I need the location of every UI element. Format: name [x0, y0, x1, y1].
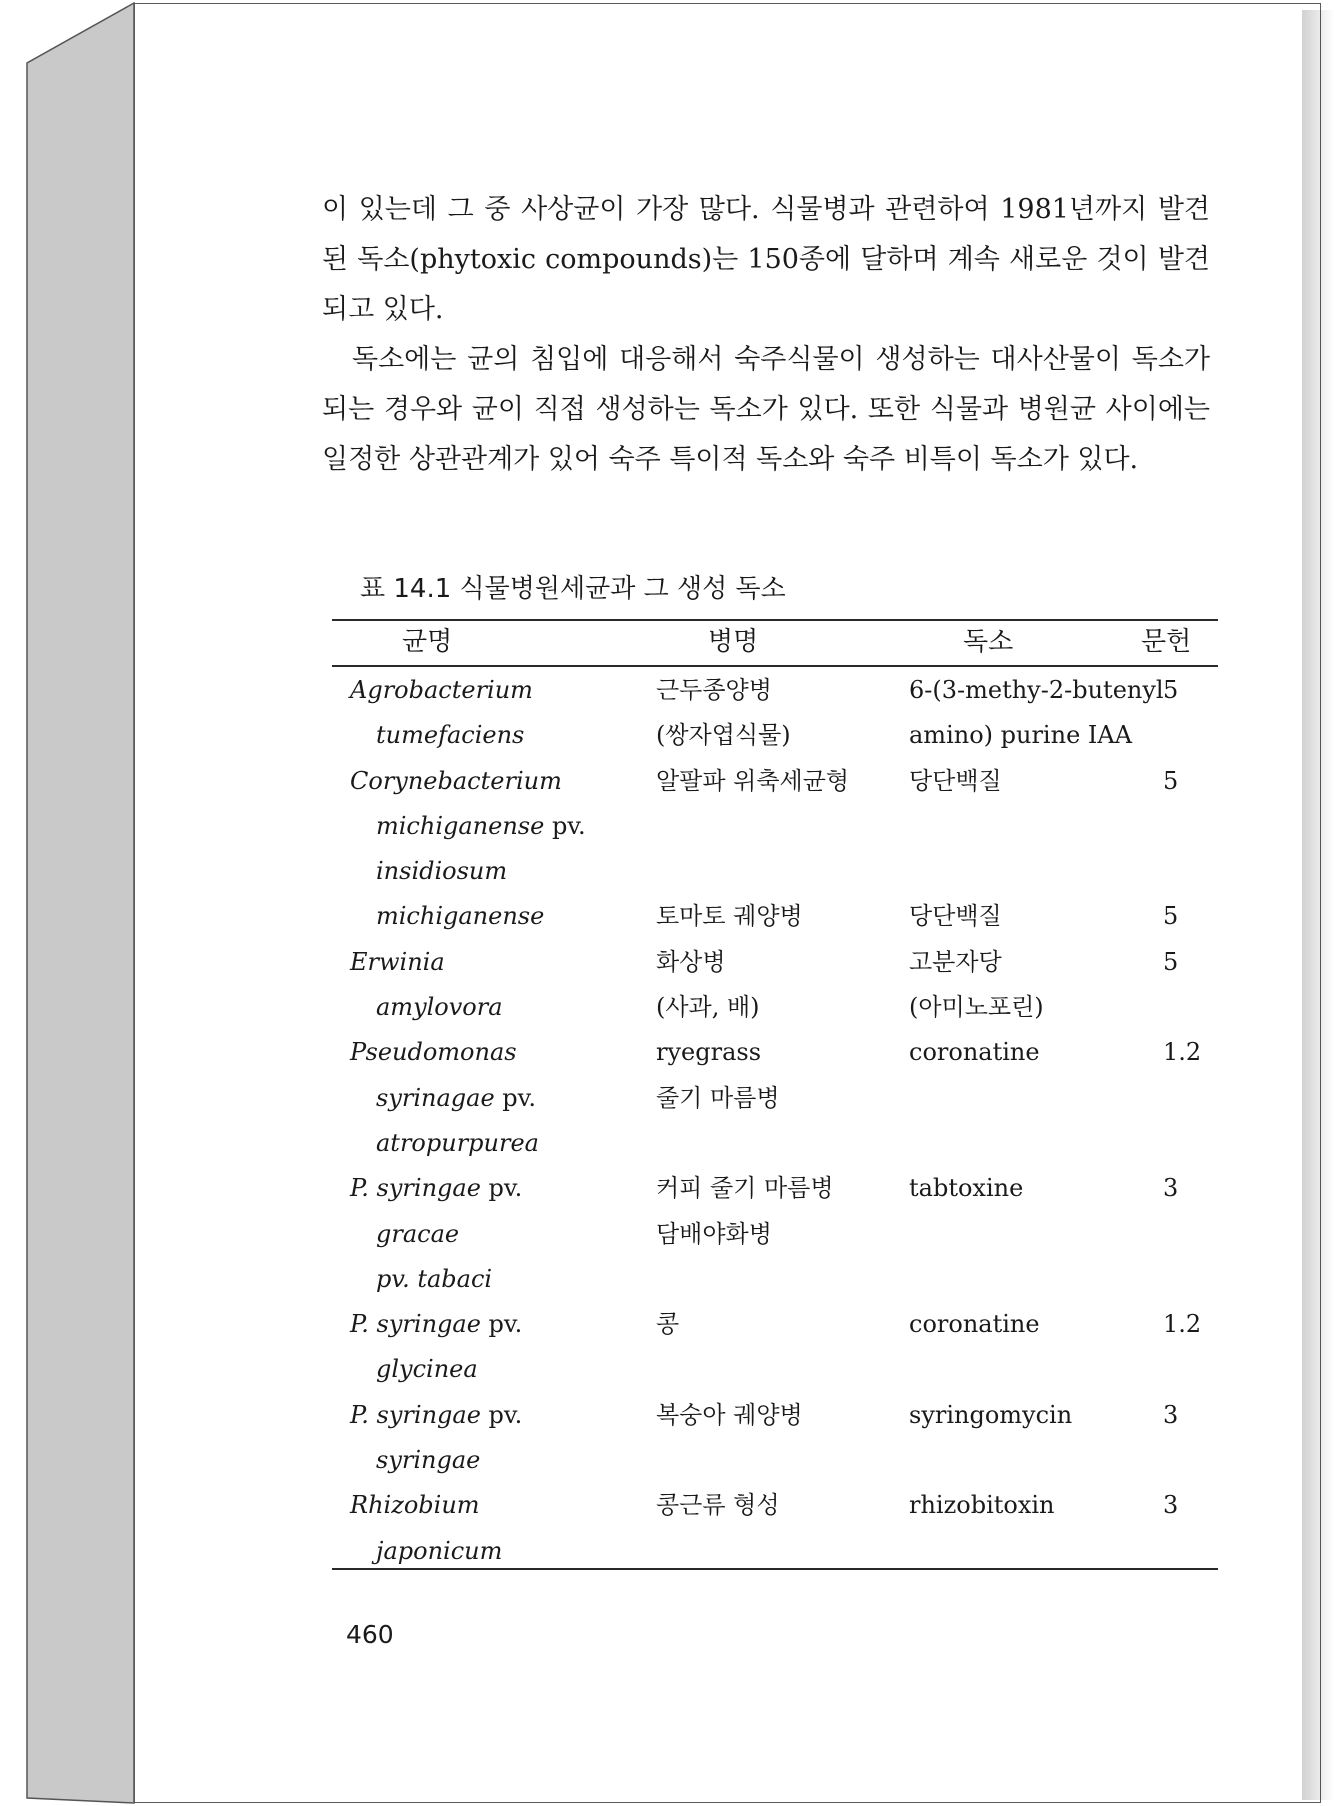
- table-row: [0, 1438, 1334, 1483]
- organism-name: pv. tabaci: [376, 1264, 493, 1293]
- organism-suffix: pv.: [480, 1400, 523, 1429]
- table-row: [0, 1212, 1334, 1257]
- organism-name: michiganense: [376, 902, 545, 931]
- table-row: [0, 1257, 1334, 1302]
- cell-organism: [350, 668, 533, 713]
- table-row: [0, 759, 1334, 804]
- cell-disease: 줄기 마름병: [656, 1083, 780, 1112]
- table-body: [0, 668, 1334, 1574]
- table-row: [0, 1121, 1334, 1166]
- organism-name: Rhizobium: [350, 1491, 480, 1520]
- cell-organism: [376, 894, 544, 939]
- table-row: [0, 1302, 1334, 1347]
- organism-name: Corynebacterium: [350, 766, 562, 795]
- cell-toxin: tabtoxine: [909, 1174, 1024, 1203]
- header-organism: 균명: [402, 627, 453, 657]
- cell-reference: 3: [1163, 1400, 1179, 1429]
- cell-organism: [350, 1483, 480, 1528]
- cell-organism: [376, 849, 507, 894]
- cell-reference: 3: [1163, 1491, 1179, 1520]
- table-row: [0, 1166, 1334, 1211]
- cell-disease: ryegrass: [656, 1038, 762, 1067]
- cell-organism: [376, 1121, 539, 1166]
- table-row: [0, 985, 1334, 1030]
- table-row: [0, 940, 1334, 985]
- organism-suffix: pv.: [480, 1174, 523, 1203]
- organism-suffix: pv.: [480, 1310, 523, 1339]
- cell-organism: [376, 1347, 478, 1392]
- cell-organism: [350, 940, 445, 985]
- cell-organism: [376, 804, 586, 849]
- organism-suffix: pv.: [494, 1083, 537, 1112]
- cell-organism: [350, 1302, 522, 1347]
- organism-name: tumefaciens: [376, 721, 525, 750]
- cell-reference: 5: [1163, 766, 1179, 795]
- organism-name: insidiosum: [376, 857, 508, 886]
- organism-name: michiganense: [376, 811, 545, 840]
- organism-name: gracae: [376, 1219, 460, 1248]
- table-header-rule: [332, 665, 1218, 667]
- cell-reference: 5: [1163, 902, 1179, 931]
- cell-disease: 화상병: [656, 947, 726, 976]
- cell-disease: 커피 줄기 마름병: [656, 1174, 834, 1203]
- table-row: [0, 804, 1334, 849]
- organism-name: glycinea: [376, 1355, 478, 1384]
- cell-organism: [376, 985, 503, 1030]
- cell-organism: [376, 1212, 459, 1257]
- table-bottom-rule: [332, 1568, 1218, 1570]
- table-row: [0, 1347, 1334, 1392]
- organism-suffix: pv.: [544, 811, 586, 840]
- table-row: [0, 1030, 1334, 1075]
- cell-toxin: 당단백질: [909, 766, 1002, 795]
- table-row: [0, 1393, 1334, 1438]
- cell-disease: 근두종양병: [656, 676, 772, 704]
- cell-toxin: 6-(3-methy-2-butenyl: [909, 676, 1164, 704]
- organism-name: syrinagae: [376, 1083, 495, 1112]
- cell-organism: [350, 1166, 522, 1211]
- organism-name: P. syringae: [350, 1400, 481, 1429]
- header-toxin: 독소: [963, 627, 1014, 657]
- cell-reference: 3: [1163, 1174, 1179, 1203]
- page-number: 460: [346, 1620, 394, 1649]
- cell-reference: 1.2: [1163, 1038, 1202, 1067]
- paragraph-2: 독소에는 균의 침입에 대응해서 숙주식물이 생성하는 대사산물이 독소가 되는 경우와 균이 직접 생성하는 독소가 있다. 또한 식물과 병원균 사이에는 일정한 상관관계가 있어 숙주 특이적 독소와 숙주 비특이 독소가 있다.: [322, 344, 1210, 475]
- cell-disease: 토마토 궤양병: [656, 902, 803, 931]
- cell-organism: [350, 759, 562, 804]
- organism-name: japonicum: [376, 1536, 503, 1565]
- cell-reference: 5: [1163, 947, 1179, 976]
- organism-name: P. syringae: [350, 1174, 481, 1203]
- organism-name: Agrobacterium: [350, 676, 533, 704]
- table-row: [0, 713, 1334, 758]
- cell-reference: 1.2: [1163, 1310, 1202, 1339]
- table-caption: 표 14.1 식물병원세균과 그 생성 독소: [360, 574, 786, 604]
- paragraph-1: 이 있는데 그 중 사상균이 가장 많다. 식물병과 관련하여 1981년까지 발견된 독소(phytoxic compounds)는 150종에 달하며 계속 새로운 것이 발견되고 있다.: [322, 194, 1210, 325]
- table-row: [0, 894, 1334, 939]
- cell-reference: 5: [1163, 676, 1179, 704]
- organism-name: Pseudomonas: [350, 1038, 517, 1067]
- table-top-rule: [332, 619, 1218, 621]
- organism-name: Erwinia: [350, 947, 445, 976]
- cell-toxin: 당단백질: [909, 902, 1002, 931]
- table-row: [0, 1483, 1334, 1528]
- cell-disease: (쌍자엽식물): [656, 721, 791, 750]
- cell-organism: [376, 1438, 480, 1483]
- cell-disease: 담배야화병: [656, 1219, 772, 1248]
- cell-disease: 복숭아 궤양병: [656, 1400, 803, 1429]
- table-row: [0, 1076, 1334, 1121]
- organism-name: syringae: [376, 1446, 481, 1475]
- header-reference: 문헌: [1141, 627, 1192, 657]
- organism-name: amylovora: [376, 993, 503, 1022]
- table-row: [0, 668, 1334, 713]
- cell-disease: (사과, 배): [656, 993, 760, 1022]
- cell-disease: 알팔파 위축세균형: [656, 766, 850, 795]
- cell-toxin: coronatine: [909, 1038, 1040, 1067]
- cell-organism: [376, 713, 524, 758]
- cell-organism: [350, 1030, 517, 1075]
- cell-organism: [350, 1393, 522, 1438]
- cell-organism: [376, 1076, 536, 1121]
- cell-toxin: 고분자당: [909, 947, 1002, 976]
- cell-toxin: syringomycin: [909, 1400, 1073, 1429]
- cell-disease: 콩근류 형성: [656, 1491, 780, 1520]
- cell-toxin: rhizobitoxin: [909, 1491, 1055, 1520]
- cell-organism: [376, 1529, 502, 1574]
- organism-name: atropurpurea: [376, 1128, 539, 1157]
- cell-toxin: coronatine: [909, 1310, 1040, 1339]
- table-row: [0, 849, 1334, 894]
- cell-toxin: amino) purine IAA: [909, 721, 1133, 750]
- cell-toxin: (아미노포린): [909, 993, 1044, 1022]
- header-disease: 병명: [708, 627, 759, 657]
- cell-disease: 콩: [656, 1310, 680, 1339]
- cell-organism: [376, 1257, 492, 1302]
- organism-name: P. syringae: [350, 1310, 481, 1339]
